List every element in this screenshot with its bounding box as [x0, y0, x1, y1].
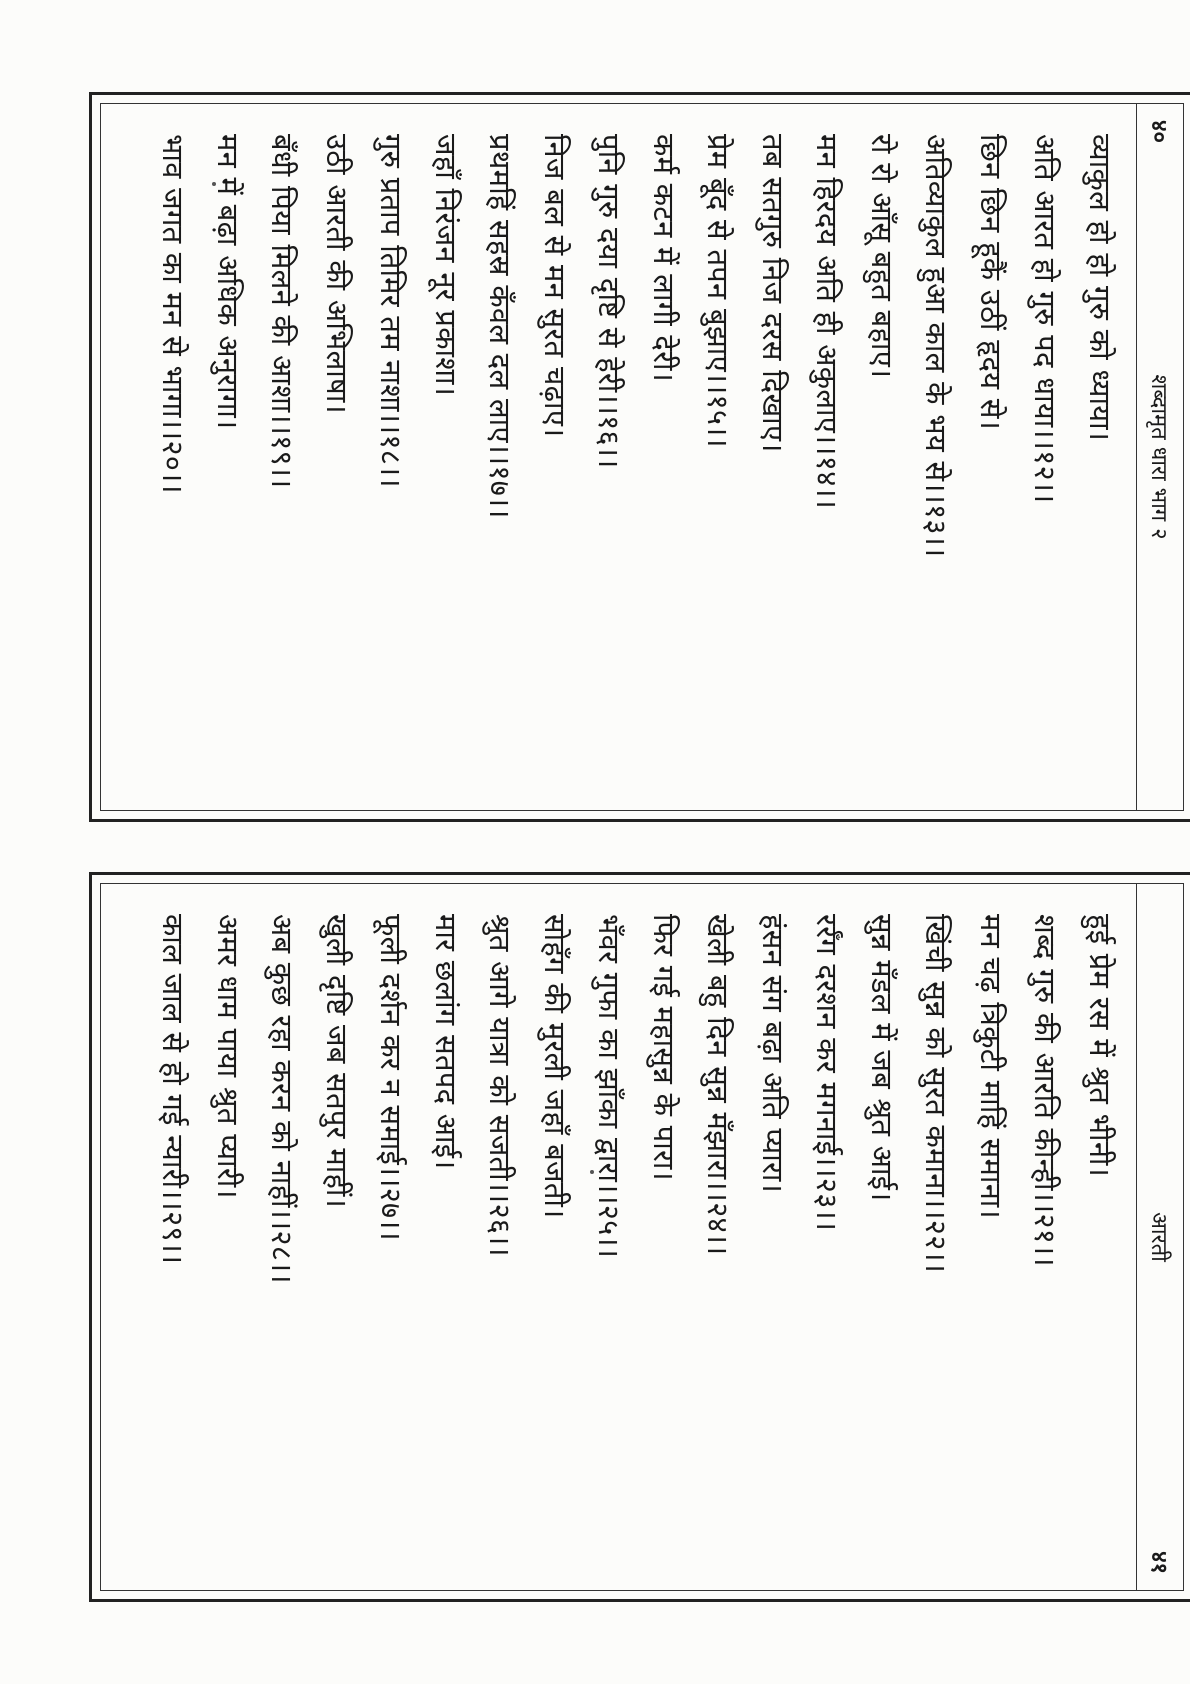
verse-line: तब सतगुरु निज दरस दिखाए।: [756, 134, 790, 453]
verse-line: काल जाल से हो गई न्यारी।।२९।।: [156, 914, 191, 1265]
header-title: आरती: [1146, 1212, 1171, 1262]
verse-list: [146, 134, 1127, 790]
verse-line: शब्द गुरु की आरति कीन्ही।।२१।।: [1028, 914, 1063, 1267]
verse-line: मार छलांग सतपद आई।: [429, 914, 463, 1170]
verse-line: कर्म कटन में लागी देरी।: [647, 134, 681, 383]
verse-line: उठी आरती की अभिलाषा।: [320, 134, 354, 414]
verse-list: [146, 914, 1127, 1570]
verse-line: खेली बहु दिन सुन्न मँझारा।।२४।।: [701, 914, 736, 1256]
verse-line: फूली दर्शन कर न समाई।।२७।।: [374, 914, 409, 1241]
page-header: [1136, 104, 1183, 810]
page-40: [89, 92, 1190, 822]
verse-line: पुनि गुरु दया दृष्टि से हेरी।।१६।।: [592, 134, 627, 469]
verse-line: भँवर गुफा का झाँका द्वारा।।२५।।: [592, 914, 627, 1259]
verse-line: निज बल से मन सुरत चढ़ाए।: [538, 134, 572, 438]
verse-line: अतिव्याकुल हुआ काल के भय से।।१३।।: [919, 134, 954, 558]
page-number: ४१: [1146, 1551, 1171, 1574]
verse-line: प्रेम बूँद से तपन बुझाए।।१५।।: [701, 134, 736, 448]
verse-line: रो रो आँसू बहुत बहाए।: [865, 134, 899, 379]
verse-line: अति आरत हो गुरु पद धाया।।१२।।: [1028, 134, 1063, 504]
verse-line: अमर धाम पाया श्रुत प्यारी।: [211, 914, 245, 1199]
verse-line: प्रथमहिं सहस्र कँवल दल लाए।।१७।।: [483, 134, 518, 519]
verse-line: फिर गई महासुन्न के पारा।: [647, 914, 681, 1181]
page-border: [100, 103, 1184, 811]
page-header: [1136, 884, 1183, 1590]
verse-line: बँधी पिया मिलने की आशा।।१९।।: [265, 134, 300, 489]
verse-line: रर्रँग दरशन कर मगनाई।।२३।।: [810, 914, 845, 1232]
verse-line: मन हिरदय अति ही अकुलाए।।१४।।: [810, 134, 845, 510]
page-41: [89, 872, 1190, 1602]
verse-line: भाव जगत का मन से भागा।।२०।।: [156, 134, 191, 494]
header-title: शब्दामृत धारा भाग २: [1146, 374, 1171, 540]
verse-line: मन में बढ़ा अधिक अनुरागा।: [211, 134, 245, 430]
verse-line: हंसन संग बढ़ा अति प्यारा।: [756, 914, 790, 1194]
verse-line: जहाँ निरंजन नूर प्रकाशा।: [429, 134, 463, 397]
verse-line: हुई प्रेम रस में श्रुत भीनी।: [1083, 914, 1117, 1178]
verse-line: श्रुत आगे यात्रा को सजती।।२६।।: [483, 914, 518, 1257]
verse-line: अब कुछ रहा करन को नाहीं।।२८।।: [265, 914, 300, 1284]
page-number: ४०: [1146, 120, 1171, 143]
verse-line: खिंची सुन्न को सुरत कमाना।।२२।।: [919, 914, 954, 1274]
verse-line: मन चढ़ त्रिकुटी माहिं समाना।: [974, 914, 1008, 1219]
verse-line: सोहँग की मुरली जहाँ बजती।: [538, 914, 572, 1219]
verse-line: खुली दृष्टि जब सतपुर माहीं।: [320, 914, 354, 1209]
page-border: [100, 883, 1184, 1591]
verse-line: गुरु प्रताप तिमिर तम नाशा।।१८।।: [374, 134, 409, 488]
verse-line: व्याकुल हो हो गुरु को ध्याया।: [1083, 134, 1117, 442]
verse-line: सुन्न मँडल में जब श्रुत आई।: [865, 914, 899, 1202]
book-spread: [85, 92, 1190, 1612]
verse-line: छिन छिन हूकैं उठीं हृदय से।: [974, 134, 1008, 431]
